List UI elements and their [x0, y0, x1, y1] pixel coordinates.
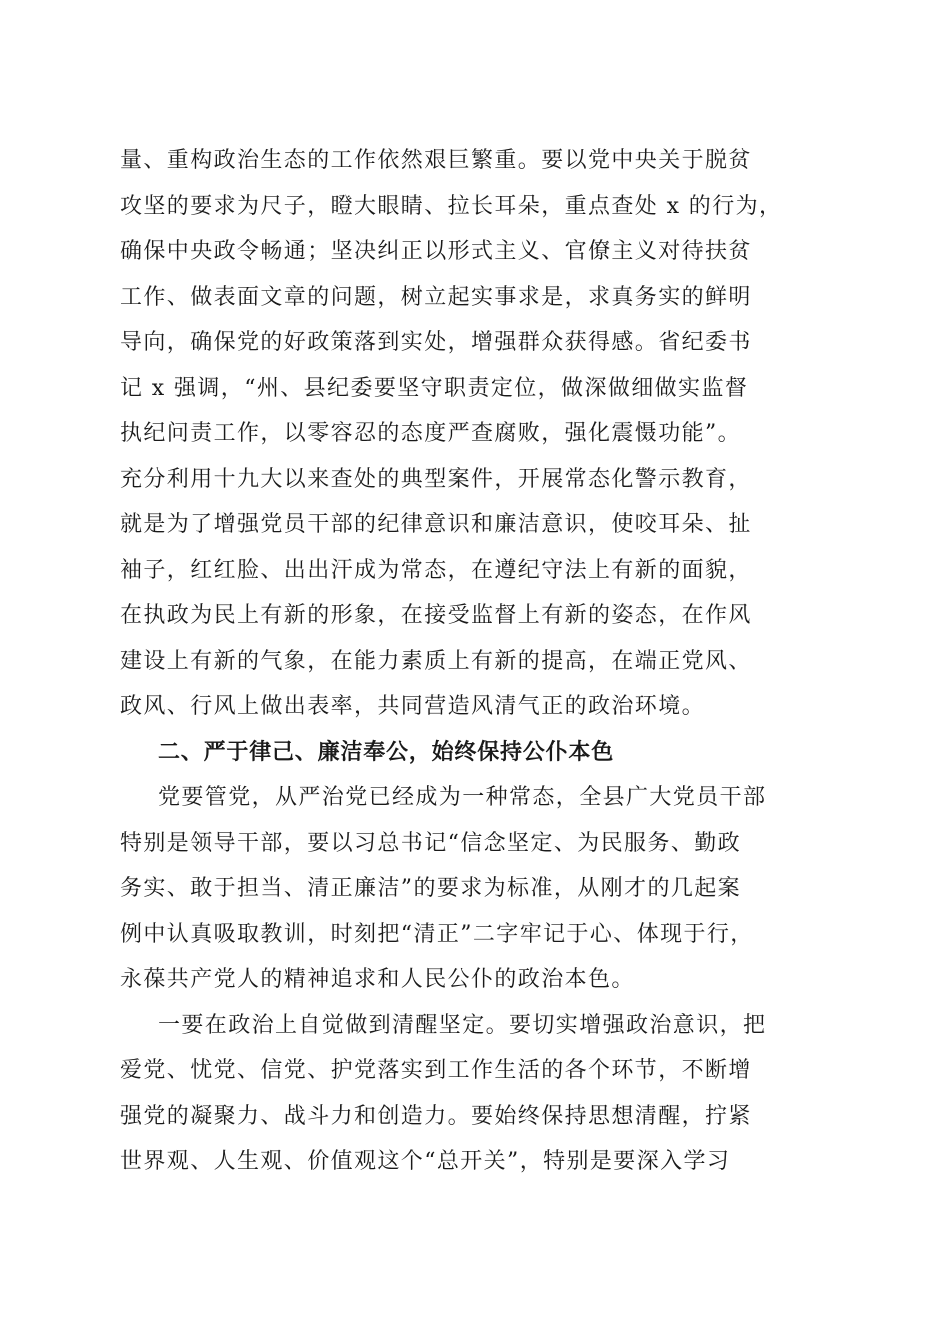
text-line: 在执政为民上有新的形象，在接受监督上有新的姿态，在作风 [120, 603, 752, 628]
text-line: 务实、敢于担当、清正廉洁”的要求为标准，从刚才的几起案 [120, 876, 742, 901]
text-line: 政风、行风上做出表率，共同营造风清气正的政治环境。 [120, 694, 706, 719]
text-line: 袖子，红红脸、出出汗成为常态，在遵纪守法上有新的面貌， [120, 557, 752, 583]
text-line: 攻坚的要求为尺子，瞪大眼睛、拉长耳朵，重点查处 x 的行为， [120, 193, 783, 219]
text-line: 永葆共产党人的精神追求和人民公仆的政治本色。 [120, 967, 635, 992]
text-line: 世界观、人生观、价值观这个“总开关”，特别是要深入学习 [120, 1149, 731, 1174]
paragraph-political-awareness [120, 1003, 835, 1185]
text-line: 强党的凝聚力、战斗力和创造力。要始终保持思想清醒，拧紧 [120, 1103, 752, 1129]
text-line: 量、重构政治生态的工作依然艰巨繁重。要以党中央关于脱贫 [120, 148, 752, 173]
text-line: 确保中央政令畅通；坚决纠正以形式主义、官僚主义对待扶贫 [120, 239, 752, 264]
text-line: 一要在政治上自觉做到清醒坚定。要切实增强政治意识，把 [158, 1012, 767, 1038]
section-heading: 二、严于律己、廉洁奉公，始终保持公仆本色 [158, 739, 615, 765]
paragraph-continuation [120, 138, 835, 730]
text-line: 记 x 强调，“州、县纪委要坚守职责定位，做深做细做实监督 [120, 375, 749, 401]
document-body [120, 138, 835, 1185]
text-line: 例中认真吸取教训，时刻把“清正”二字牢记于心、体现于行， [120, 921, 754, 947]
text-line: 充分利用十九大以来查处的典型案件，开展常态化警示教育， [120, 466, 752, 492]
text-line: 导向，确保党的好政策落到实处，增强群众获得感。省纪委书 [120, 330, 752, 355]
text-line: 工作、做表面文章的问题，树立起实事求是，求真务实的鲜明 [120, 284, 752, 310]
paragraph-party-discipline [120, 775, 835, 1003]
text-line: 就是为了增强党员干部的纪律意识和廉洁意识，使咬耳朵、扯 [120, 512, 752, 537]
text-line: 执纪问责工作，以零容忍的态度严查腐败，强化震慑功能”。 [120, 421, 742, 446]
text-line: 党要管党，从严治党已经成为一种常态，全县广大党员干部 [158, 785, 767, 810]
text-line: 特别是领导干部，要以习总书记“信念坚定、为民服务、勤政 [120, 830, 742, 856]
text-line: 爱党、忧党、信党、护党落实到工作生活的各个环节，不断增 [120, 1058, 752, 1083]
text-line: 建设上有新的气象，在能力素质上有新的提高，在端正党风、 [120, 648, 752, 674]
